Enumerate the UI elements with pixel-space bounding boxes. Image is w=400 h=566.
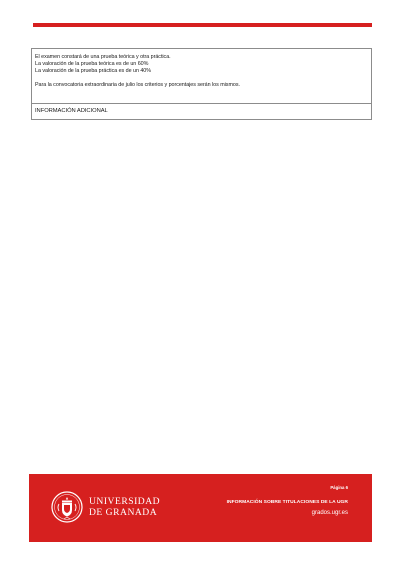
university-name-line1: UNIVERSIDAD [89, 496, 161, 507]
evaluation-line: La valoración de la prueba teórica es de un 60% [35, 61, 149, 68]
evaluation-line: El examen constará de una prueba teórica y otra práctica. [35, 54, 171, 60]
additional-info-heading: INFORMACIÓN ADICIONAL [35, 108, 108, 114]
university-name-line2: DE GRANADA [89, 506, 158, 518]
footer-tagline: INFORMACIÓN SOBRE TITULACIONES DE LA UGR [226, 500, 348, 505]
footer-banner [29, 474, 372, 542]
extraordinary-note: Para la convocatoria extraordinaria de julio los criterios y porcentajes serán los mismos. [35, 81, 240, 88]
university-name [89, 497, 160, 518]
evaluation-line: La valoración de la prueba práctica es de un 40% [35, 68, 151, 75]
website-link[interactable]: grados.ugr.es [311, 510, 348, 516]
university-seal-icon [51, 491, 83, 523]
guide-table [31, 48, 372, 120]
evaluation-cell [32, 49, 371, 104]
page-number: Página 6 [330, 485, 348, 490]
header-red-bar [33, 23, 372, 27]
